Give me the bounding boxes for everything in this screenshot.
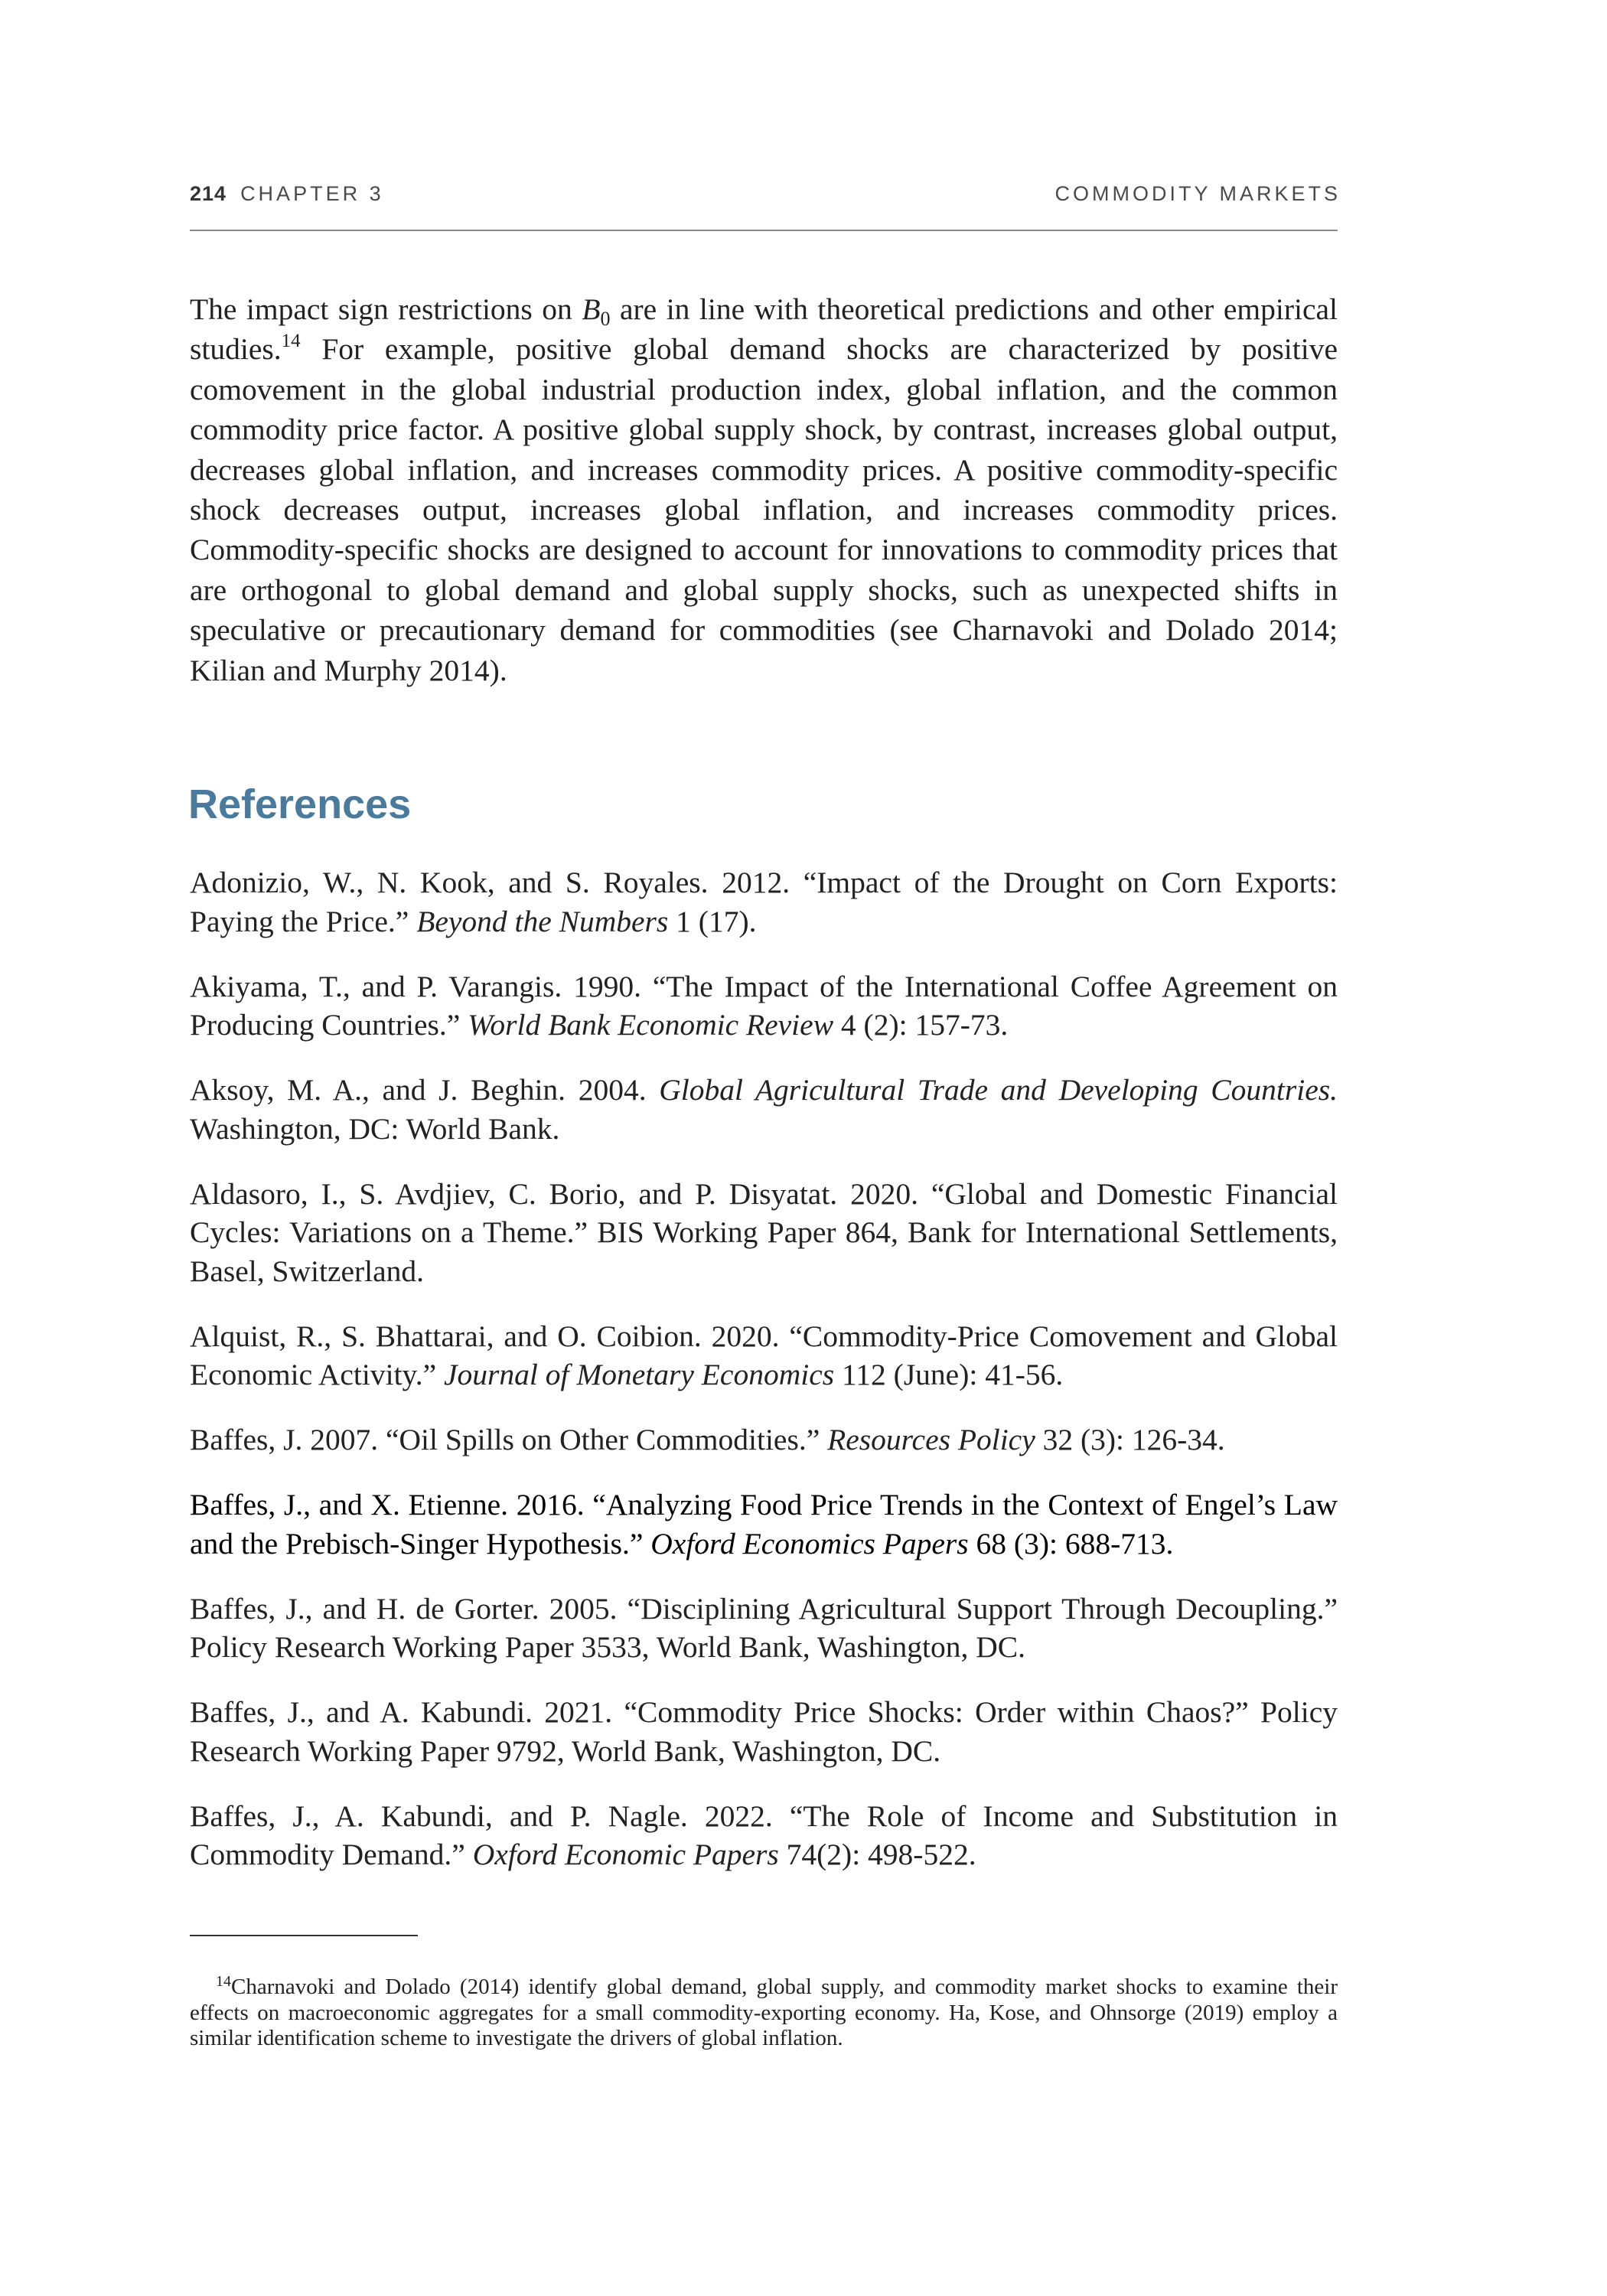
reference-item (190, 1420, 1338, 1459)
running-title: COMMODITY MARKETS (1054, 182, 1341, 205)
reference-text: Baffes, J., and X. Etienne. 2016. “Analyzing Food Price Trends in the Context of Engel’s Law and the Prebisch-Singer Hypothesis.” (190, 1488, 1338, 1561)
references-heading: References (188, 781, 412, 827)
header-rule (190, 230, 1338, 231)
reference-item (190, 1175, 1338, 1291)
body-text-part: For example, positive global demand shocks are characterized by positive comovement in the global industrial production index, global inflation, and the common commodity price factor. A positive global supply shock, by contrast, increases global output, decreases global inflation, and increases commodity prices. A positive commodity-specific shock decreases output, increases global inflation, and increases commodity prices. Commodity-specific shocks are designed to account for innovations to commodity prices that are orthogonal to global demand and global supply shocks, such as unexpected shifts in speculative or precautionary demand for commodities (see Charnavoki and Dolado 2014; Kilian and Murphy 2014). (190, 332, 1338, 687)
footnote-reference[interactable]: 14 (281, 331, 301, 352)
running-header (190, 182, 1341, 206)
reference-source: Journal of Monetary Economics (444, 1358, 835, 1391)
reference-source: Resources Policy (827, 1423, 1035, 1456)
reference-details: 32 (3): 126-34. (1035, 1423, 1225, 1456)
reference-item (190, 1590, 1338, 1667)
reference-item (190, 1693, 1338, 1770)
reference-text: Baffes, J. 2007. “Oil Spills on Other Commodities.” (190, 1423, 828, 1456)
reference-source: Beyond the Numbers (416, 904, 669, 938)
body-text-part: are in line with theoretical predictions and other empirical studies. (190, 292, 1338, 367)
reference-item (190, 1486, 1338, 1563)
reference-source: World Bank Economic Review (468, 1008, 834, 1042)
reference-text: Baffes, J., and A. Kabundi. 2021. “Commodity Price Shocks: Order within Chaos?” Policy Research Working Paper 9792, World Bank, Washington, DC. (190, 1695, 1338, 1768)
reference-details: 112 (June): 41-56. (834, 1358, 1064, 1391)
reference-text: Aksoy, M. A., and J. Beghin. 2004. (190, 1073, 660, 1107)
footnote (190, 1975, 1338, 2052)
page-number: 214 (190, 182, 227, 205)
reference-text: Adonizio, W., N. Kook, and S. Royales. 2012. “Impact of the Drought on Corn Exports: Paying the Price.” (190, 866, 1338, 938)
footnote-text: Charnavoki and Dolado (2014) identify global demand, global supply, and commodity market shocks to examine their effects on macroeconomic aggregates for a small commodity-exporting economy. Ha, Kose, and Ohnsorge (2019) employ a similar identification scheme to investigate the drivers of global inflation. (190, 1975, 1338, 2050)
reference-item (190, 1317, 1338, 1394)
math-subscript: 0 (600, 308, 611, 330)
reference-item (190, 863, 1338, 941)
reference-details: Washington, DC: World Bank. (190, 1111, 560, 1146)
reference-text: Baffes, J., and H. de Gorter. 2005. “Disciplining Agricultural Support Through Decoupling.” Policy Research Working Paper 3533, World Bank, Washington, DC. (190, 1591, 1338, 1664)
reference-details: 68 (3): 688-713. (968, 1526, 1174, 1561)
math-symbol: B (582, 292, 601, 326)
reference-item (190, 967, 1338, 1045)
reference-item (190, 1797, 1338, 1874)
reference-details: 74(2): 498-522. (778, 1838, 976, 1871)
reference-text: Baffes, J., A. Kabundi, and P. Nagle. 2022. “The Role of Income and Substitution in Commodity Demand.” (190, 1799, 1338, 1871)
body-text-part: The impact sign restrictions on (190, 292, 582, 326)
reference-text: Aldasoro, I., S. Avdjiev, C. Borio, and P. Disyatat. 2020. “Global and Domestic Financial Cycles: Variations on a Theme.” BIS Working Paper 864, Bank for International Settlements, Basel, Switzerland. (190, 1176, 1338, 1288)
reference-text: Akiyama, T., and P. Varangis. 1990. “The Impact of the International Coffee Agreement on Producing Countries.” (190, 969, 1338, 1042)
chapter-label: CHAPTER 3 (240, 182, 384, 205)
reference-source: Oxford Economic Papers (472, 1838, 779, 1871)
body-paragraph (190, 289, 1338, 690)
footnote-number: 14 (216, 1973, 231, 1990)
reference-details: 1 (17). (668, 904, 757, 938)
footnote-rule (190, 1935, 418, 1936)
reference-item (190, 1071, 1338, 1148)
reference-text: Alquist, R., S. Bhattarai, and O. Coibion. 2020. “Commodity-Price Comovement and Global Economic Activity.” (190, 1319, 1338, 1391)
reference-source: Global Agricultural Trade and Developing Countries. (659, 1073, 1338, 1107)
reference-list (190, 863, 1338, 1900)
reference-details: 4 (2): 157-73. (833, 1008, 1009, 1042)
reference-source: Oxford Economics Papers (650, 1526, 969, 1561)
